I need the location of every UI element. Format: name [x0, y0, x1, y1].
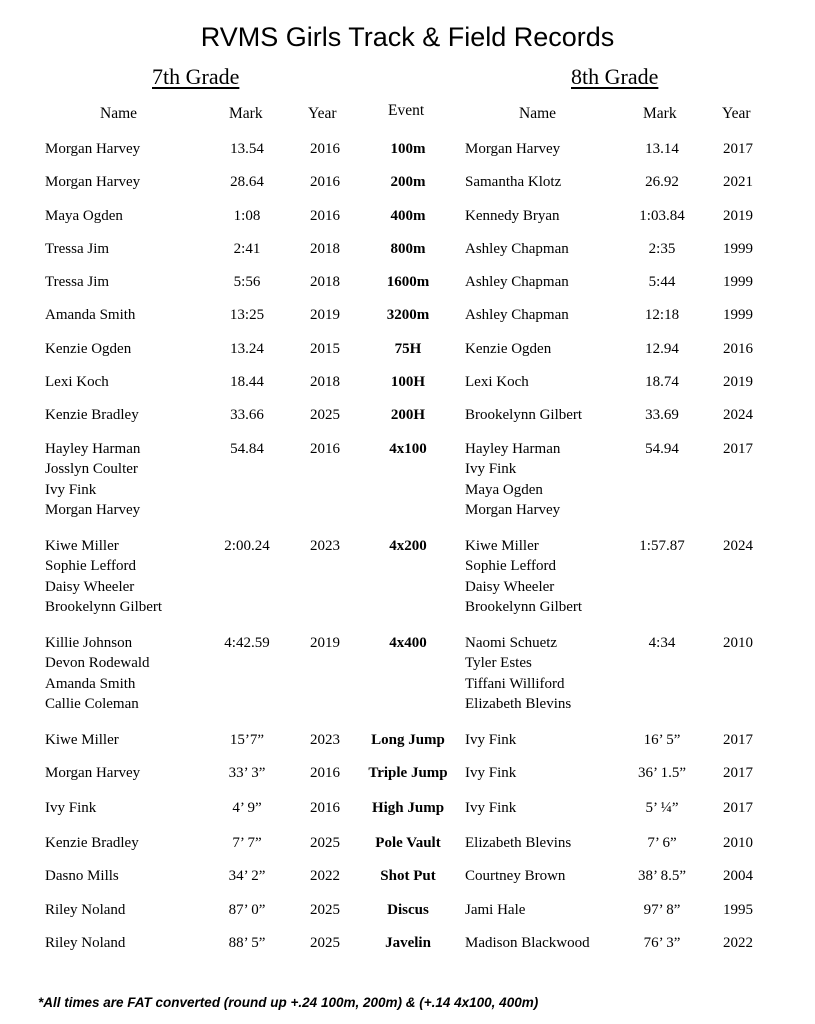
athlete-name: Morgan Harvey: [465, 141, 561, 157]
athlete-name: Jami Hale: [465, 901, 526, 918]
grade-8-year: 2017: [723, 799, 753, 816]
event-name: High Jump: [371, 799, 445, 816]
grade-8-year: 2016: [723, 340, 753, 357]
grade-8-mark: 36’ 1.5”: [637, 764, 687, 781]
grade-8-athletes: [465, 833, 571, 854]
grade-8-athletes: [465, 633, 571, 715]
athlete-name: Sophie Lefford: [45, 558, 136, 575]
grade-7-year: 2018: [310, 274, 340, 291]
event-name: Triple Jump: [368, 764, 448, 781]
event-name: 200H: [390, 407, 426, 424]
athlete-name: Tyler Estes: [465, 655, 532, 672]
event-name: 4x100: [389, 440, 427, 457]
grade-8-athletes: [465, 536, 582, 618]
grade-7-year: 2019: [310, 634, 340, 651]
record-row: [0, 305, 815, 338]
athlete-name: Kenzie Ogden: [465, 340, 552, 357]
athlete-name: Sophie Lefford: [465, 558, 556, 575]
grade-7-year: 2025: [310, 407, 340, 424]
event-name: 200m: [390, 174, 426, 191]
col-header-year-7: Year: [308, 105, 337, 122]
grade-7-year: 2015: [310, 340, 340, 357]
records-table: [0, 139, 815, 966]
grade-7-mark: 13.24: [230, 340, 264, 357]
athlete-name: Kenzie Bradley: [45, 407, 139, 424]
athlete-name: Ivy Fink: [465, 764, 517, 781]
grade-8-mark: 76’ 3”: [643, 934, 681, 951]
grade-8-mark: 97’ 8”: [643, 901, 681, 918]
athlete-name: Ashley Chapman: [465, 307, 569, 324]
grade-8-mark: 12:18: [644, 307, 680, 324]
grade-7-mark: 13.54: [230, 141, 264, 157]
grade-8-athletes: [465, 730, 516, 751]
grade-8-year: 2024: [723, 407, 753, 424]
grade-8-mark: 54.94: [645, 440, 679, 457]
grade-7-year: 2025: [310, 934, 340, 951]
grade-8-year: 2019: [723, 374, 753, 391]
grade-7-athletes: [45, 866, 119, 887]
athlete-name: Killie Johnson: [45, 634, 133, 651]
grade-8-year: 2010: [723, 634, 753, 651]
grade-7-athletes: [45, 536, 162, 618]
grade-8-heading: 8th Grade: [571, 64, 659, 89]
grade-8-mark: 1:57.87: [639, 537, 685, 554]
grade-8-athletes: [465, 206, 560, 227]
athlete-name: Daisy Wheeler: [465, 578, 555, 595]
record-row: [0, 339, 815, 372]
athlete-name: Ashley Chapman: [465, 274, 569, 291]
record-row: [0, 866, 815, 899]
grade-7-athletes: [45, 763, 140, 784]
event-name: 4x200: [389, 537, 427, 554]
grade-7-athletes: [45, 900, 125, 921]
event-name: 400m: [390, 207, 426, 224]
grade-7-year: 2016: [310, 764, 340, 781]
record-row: [0, 730, 815, 763]
athlete-name: Lexi Koch: [465, 374, 529, 391]
grade-7-year: 2025: [310, 834, 340, 851]
event-name: 4x400: [389, 634, 427, 651]
athlete-name: Ivy Fink: [45, 799, 97, 816]
event-name: Javelin: [385, 934, 431, 951]
event-name: Pole Vault: [375, 834, 441, 851]
grade-7-mark: 87’ 0”: [228, 901, 266, 918]
athlete-name: Brookelynn Gilbert: [465, 407, 583, 424]
record-row: [0, 139, 815, 172]
grade-7-athletes: [45, 833, 139, 854]
athlete-name: Amanda Smith: [45, 307, 136, 324]
grade-8-year: 2004: [723, 868, 753, 885]
grade-7-mark: 33’ 3”: [228, 764, 266, 781]
event-name: 3200m: [386, 307, 430, 324]
grade-8-athletes: [465, 866, 565, 887]
grade-8-year: 2017: [723, 141, 753, 157]
event-name: 100m: [390, 141, 426, 157]
grade-8-year: 2022: [723, 934, 753, 951]
athlete-name: Amanda Smith: [45, 675, 136, 692]
grade-7-mark: 4’ 9”: [232, 799, 262, 816]
record-row: [0, 439, 815, 536]
grade-7-athletes: [45, 339, 131, 360]
grade-8-year: 1999: [723, 274, 753, 291]
athlete-name: Madison Blackwood: [465, 934, 590, 951]
athlete-name: Naomi Schuetz: [465, 634, 558, 651]
grade-7-athletes: [45, 633, 150, 715]
grade-8-mark: 1:03.84: [639, 207, 685, 224]
athlete-name: Morgan Harvey: [45, 502, 141, 519]
grade-7-year: 2016: [310, 799, 340, 816]
grade-8-mark: 5’ ¼”: [645, 799, 679, 816]
athlete-name: Ivy Fink: [465, 799, 517, 816]
grade-8-year: 2019: [723, 207, 753, 224]
grade-8-year: 1999: [723, 307, 753, 324]
athlete-name: Tressa Jim: [45, 240, 110, 257]
athlete-name: Kenzie Bradley: [45, 834, 139, 851]
athlete-name: Morgan Harvey: [465, 502, 561, 519]
grade-7-mark: 1:08: [233, 207, 261, 224]
grade-7-year: 2016: [310, 141, 340, 157]
athlete-name: Tiffani Williford: [465, 675, 565, 692]
athlete-name: Dasno Mills: [45, 868, 119, 885]
grade-8-mark: 18.74: [645, 374, 679, 391]
athlete-name: Morgan Harvey: [45, 174, 141, 191]
event-name: 1600m: [386, 274, 430, 291]
grade-8-athletes: [465, 933, 590, 954]
grade-7-mark: 7’ 7”: [232, 834, 262, 851]
record-row: [0, 933, 815, 966]
athlete-name: Maya Ogden: [465, 481, 543, 498]
athlete-name: Courtney Brown: [465, 868, 566, 885]
athlete-name: Ashley Chapman: [465, 240, 569, 257]
grade-7-year: 2018: [310, 374, 340, 391]
col-header-name-7: Name: [100, 105, 138, 122]
grade-8-mark: 7’ 6”: [647, 834, 677, 851]
event-name: Shot Put: [380, 868, 436, 885]
record-row: [0, 405, 815, 438]
athlete-name: Morgan Harvey: [45, 764, 141, 781]
grade-8-athletes: [465, 139, 560, 160]
grade-7-mark: 4:42.59: [224, 634, 270, 651]
athlete-name: Kiwe Miller: [465, 537, 539, 554]
record-row: [0, 833, 815, 866]
grade-8-year: 2017: [723, 731, 753, 748]
grade-8-athletes: [465, 305, 569, 326]
grade-8-mark: 33.69: [645, 407, 679, 424]
grade-8-mark: 5:44: [648, 274, 676, 291]
athlete-name: Maya Ogden: [45, 207, 123, 224]
athlete-name: Kennedy Bryan: [465, 207, 560, 224]
grade-8-year: 2010: [723, 834, 753, 851]
grade-7-year: 2016: [310, 207, 340, 224]
grade-7-mark: 54.84: [230, 440, 264, 457]
grade-7-athletes: [45, 730, 119, 751]
athlete-name: Josslyn Coulter: [45, 461, 138, 478]
grade-8-year: 2021: [723, 174, 753, 191]
footnote: *All times are FAT converted (round up +.24 100m, 200m) & (+.14 4x100, 400m): [38, 995, 539, 1010]
grade-8-mark: 26.92: [645, 174, 679, 191]
grade-7-mark: 34’ 2”: [228, 868, 266, 885]
athlete-name: Samantha Klotz: [465, 174, 562, 191]
athlete-name: Riley Noland: [45, 934, 126, 951]
grade-7-mark: 28.64: [230, 174, 264, 191]
grade-7-athletes: [45, 272, 109, 293]
grade-7-year: 2016: [310, 440, 340, 457]
athlete-name: Callie Coleman: [45, 696, 139, 713]
record-row: [0, 372, 815, 405]
grade-7-athletes: [45, 798, 96, 819]
grade-7-mark: 5:56: [233, 274, 261, 291]
grade-7-mark: 15’7”: [229, 731, 265, 748]
athlete-name: Kenzie Ogden: [45, 340, 132, 357]
grade-7-year: 2023: [310, 537, 340, 554]
grade-7-athletes: [45, 372, 109, 393]
grade-7-year: 2023: [310, 731, 340, 748]
athlete-name: Hayley Harman: [465, 440, 561, 457]
grade-7-athletes: [45, 933, 125, 954]
record-row: [0, 900, 815, 933]
athlete-name: Ivy Fink: [45, 481, 97, 498]
athlete-name: Elizabeth Blevins: [465, 834, 572, 851]
record-row: [0, 172, 815, 205]
grade-8-mark: 13.14: [645, 141, 679, 157]
grade-7-mark: 33.66: [230, 407, 264, 424]
event-name: 75H: [394, 340, 422, 357]
grade-8-athletes: [465, 172, 561, 193]
athlete-name: Daisy Wheeler: [45, 578, 135, 595]
grade-7-athletes: [45, 206, 123, 227]
grade-7-athletes: [45, 439, 140, 521]
athlete-name: Kiwe Miller: [45, 731, 119, 748]
athlete-name: Hayley Harman: [45, 440, 141, 457]
col-header-mark-8: Mark: [643, 105, 677, 122]
col-header-event: Event: [388, 102, 425, 119]
athlete-name: Lexi Koch: [45, 374, 109, 391]
grade-8-athletes: [465, 798, 516, 819]
grade-8-mark: 2:35: [648, 240, 676, 257]
record-row: [0, 633, 815, 730]
grade-8-mark: 16’ 5”: [643, 731, 681, 748]
athlete-name: Riley Noland: [45, 901, 126, 918]
event-name: Long Jump: [371, 731, 445, 748]
athlete-name: Devon Rodewald: [45, 655, 150, 672]
grade-8-year: 2024: [723, 537, 753, 554]
record-row: [0, 763, 815, 798]
record-row: [0, 206, 815, 239]
event-name: 100H: [390, 374, 426, 391]
grade-8-mark: 12.94: [645, 340, 679, 357]
col-header-year-8: Year: [722, 105, 751, 122]
athlete-name: Ivy Fink: [465, 461, 517, 478]
grade-7-mark: 13:25: [229, 307, 265, 324]
grade-8-athletes: [465, 272, 569, 293]
record-row: [0, 239, 815, 272]
grade-8-athletes: [465, 439, 560, 521]
event-name: 800m: [390, 240, 426, 257]
record-row: [0, 798, 815, 833]
athlete-name: Morgan Harvey: [45, 141, 141, 157]
grade-7-year: 2016: [310, 174, 340, 191]
grade-8-athletes: [465, 239, 569, 260]
col-header-mark-7: Mark: [229, 105, 263, 122]
athlete-name: Tressa Jim: [45, 274, 110, 291]
grade-7-year: 2022: [310, 868, 340, 885]
grade-7-mark: 2:41: [233, 240, 261, 257]
athlete-name: Ivy Fink: [465, 731, 517, 748]
grade-8-athletes: [465, 900, 525, 921]
grade-7-mark: 18.44: [230, 374, 264, 391]
grade-8-year: 2017: [723, 440, 753, 457]
grade-7-year: 2018: [310, 240, 340, 257]
grade-7-heading: 7th Grade: [152, 64, 240, 89]
record-row: [0, 536, 815, 633]
grade-7-athletes: [45, 239, 109, 260]
grade-7-year: 2025: [310, 901, 340, 918]
grade-7-athletes: [45, 305, 135, 326]
grade-7-athletes: [45, 139, 140, 160]
grade-7-athletes: [45, 405, 139, 426]
grade-7-mark: 2:00.24: [224, 537, 270, 554]
event-name: Discus: [387, 901, 429, 918]
grade-8-mark: 38’ 8.5”: [637, 868, 687, 885]
grade-8-year: 2017: [723, 764, 753, 781]
athlete-name: Elizabeth Blevins: [465, 696, 572, 713]
grade-7-mark: 88’ 5”: [228, 934, 266, 951]
grade-8-year: 1999: [723, 240, 753, 257]
grade-8-year: 1995: [723, 901, 753, 918]
grade-8-athletes: [465, 405, 582, 426]
grade-8-mark: 4:34: [648, 634, 676, 651]
athlete-name: Kiwe Miller: [45, 537, 119, 554]
record-row: [0, 272, 815, 305]
grade-8-athletes: [465, 763, 516, 784]
grade-8-athletes: [465, 372, 529, 393]
page-title: RVMS Girls Track & Field Records: [200, 22, 615, 52]
athlete-name: Brookelynn Gilbert: [45, 599, 163, 616]
grade-8-athletes: [465, 339, 551, 360]
athlete-name: Brookelynn Gilbert: [465, 599, 583, 616]
grade-7-year: 2019: [310, 307, 340, 324]
grade-7-athletes: [45, 172, 140, 193]
col-header-name-8: Name: [519, 105, 557, 122]
